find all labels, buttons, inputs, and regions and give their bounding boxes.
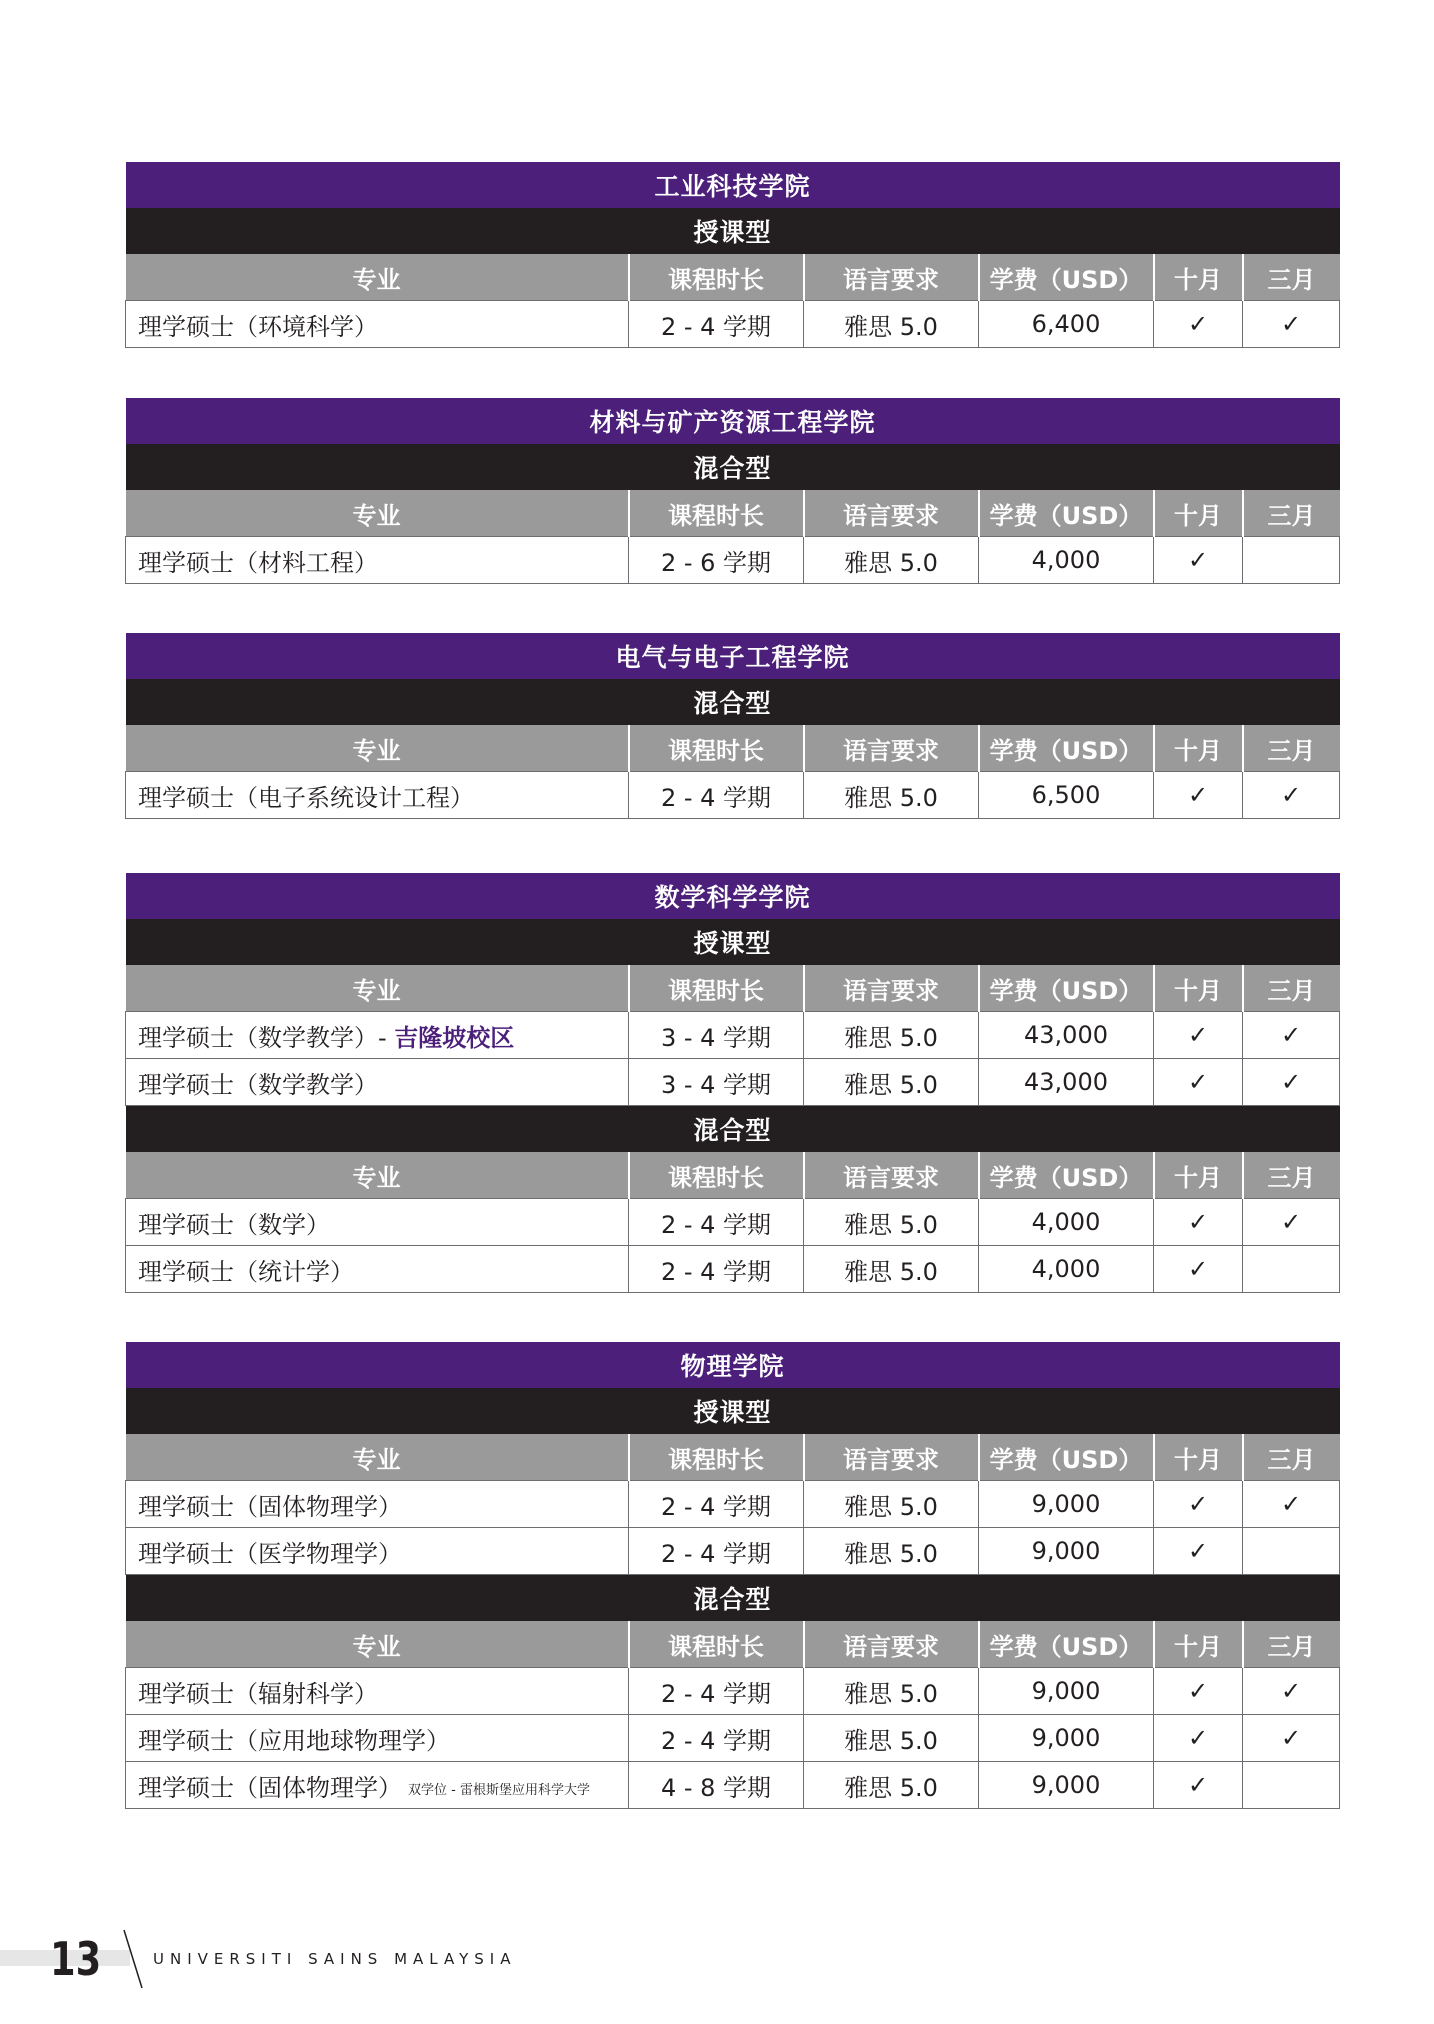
header-duration: 课程时长: [629, 1621, 804, 1668]
march-intake-cell: [1243, 772, 1340, 819]
fee-cell: 4,000: [979, 1246, 1154, 1293]
header-language: 语言要求: [804, 1621, 979, 1668]
faculty-title-row: [126, 162, 1340, 208]
program-cell: [126, 1246, 629, 1293]
program-name: 理学硕士（数学教学）-: [138, 1023, 395, 1052]
program-cell: [126, 537, 629, 584]
header-october: 十月: [1154, 725, 1243, 772]
study-mode-row: [126, 1388, 1340, 1434]
duration-cell: 3 - 4 学期: [629, 1012, 804, 1059]
study-mode-row: [126, 1575, 1340, 1622]
fee-cell: 6,500: [979, 772, 1154, 819]
checkmark-icon: ✓: [1187, 1537, 1209, 1565]
header-program: 专业: [126, 965, 629, 1012]
language-cell: 雅思 5.0: [804, 1199, 979, 1246]
language-cell: 雅思 5.0: [804, 537, 979, 584]
checkmark-icon: ✓: [1280, 1208, 1302, 1236]
fee-cell: 43,000: [979, 1012, 1154, 1059]
study-mode-row: [126, 444, 1340, 490]
duration-cell: 2 - 4 学期: [629, 1481, 804, 1528]
header-fee: 学费（USD）: [979, 725, 1154, 772]
october-intake-cell: [1154, 1059, 1243, 1106]
october-intake-cell: [1154, 1199, 1243, 1246]
column-header-row: [126, 725, 1340, 772]
table-row: [126, 1528, 1340, 1575]
program-cell: [126, 1199, 629, 1246]
duration-cell: 2 - 4 学期: [629, 1246, 804, 1293]
october-intake-cell: [1154, 1715, 1243, 1762]
header-october: 十月: [1154, 254, 1243, 301]
october-intake-cell: [1154, 537, 1243, 584]
header-fee: 学费（USD）: [979, 1621, 1154, 1668]
checkmark-icon: ✓: [1280, 1490, 1302, 1518]
duration-cell: 2 - 4 学期: [629, 772, 804, 819]
header-fee: 学费（USD）: [979, 1434, 1154, 1481]
october-intake-cell: [1154, 1481, 1243, 1528]
table-row: [126, 772, 1340, 819]
header-march: 三月: [1243, 1152, 1340, 1199]
header-language: 语言要求: [804, 725, 979, 772]
header-october: 十月: [1154, 965, 1243, 1012]
header-program: 专业: [126, 1152, 629, 1199]
table-row: [126, 537, 1340, 584]
checkmark-icon: ✓: [1187, 1677, 1209, 1705]
march-intake-cell: [1243, 1246, 1340, 1293]
faculty-title: 材料与矿产资源工程学院: [126, 398, 1340, 444]
language-cell: 雅思 5.0: [804, 1715, 979, 1762]
header-fee: 学费（USD）: [979, 254, 1154, 301]
table-row: [126, 1246, 1340, 1293]
checkmark-icon: ✓: [1187, 1490, 1209, 1518]
program-cell: [126, 1059, 629, 1106]
header-october: 十月: [1154, 490, 1243, 537]
march-intake-cell: [1243, 537, 1340, 584]
program-name: 理学硕士（材料工程）: [138, 548, 378, 577]
header-march: 三月: [1243, 254, 1340, 301]
checkmark-icon: ✓: [1280, 310, 1302, 338]
column-header-row: [126, 965, 1340, 1012]
duration-cell: 2 - 4 学期: [629, 1715, 804, 1762]
march-intake-cell: [1243, 1528, 1340, 1575]
header-duration: 课程时长: [629, 725, 804, 772]
program-name: 理学硕士（医学物理学）: [138, 1539, 402, 1568]
faculty-table: [125, 1342, 1340, 1809]
checkmark-icon: ✓: [1280, 1021, 1302, 1049]
header-fee: 学费（USD）: [979, 1152, 1154, 1199]
checkmark-icon: ✓: [1187, 546, 1209, 574]
language-cell: 雅思 5.0: [804, 1762, 979, 1809]
header-october: 十月: [1154, 1434, 1243, 1481]
study-mode-row: [126, 208, 1340, 254]
table-row: [126, 1762, 1340, 1809]
study-mode-label: 混合型: [126, 679, 1340, 725]
checkmark-icon: ✓: [1187, 781, 1209, 809]
program-name: 理学硕士（数学）: [138, 1210, 330, 1239]
march-intake-cell: [1243, 1668, 1340, 1715]
study-mode-label: 授课型: [126, 1388, 1340, 1434]
duration-cell: 4 - 8 学期: [629, 1762, 804, 1809]
footer-slash-divider: [122, 1928, 146, 1992]
header-duration: 课程时长: [629, 1152, 804, 1199]
language-cell: 雅思 5.0: [804, 301, 979, 348]
header-march: 三月: [1243, 1621, 1340, 1668]
march-intake-cell: [1243, 1715, 1340, 1762]
dual-degree-note: 双学位 - 雷根斯堡应用科学大学: [408, 1783, 590, 1798]
program-cell: [126, 1481, 629, 1528]
checkmark-icon: ✓: [1187, 1021, 1209, 1049]
table-row: [126, 1012, 1340, 1059]
program-cell: [126, 301, 629, 348]
checkmark-icon: ✓: [1187, 310, 1209, 338]
language-cell: 雅思 5.0: [804, 1012, 979, 1059]
checkmark-icon: ✓: [1187, 1208, 1209, 1236]
march-intake-cell: [1243, 1199, 1340, 1246]
column-header-row: [126, 1152, 1340, 1199]
fee-cell: 9,000: [979, 1762, 1154, 1809]
header-duration: 课程时长: [629, 1434, 804, 1481]
program-cell: [126, 772, 629, 819]
checkmark-icon: ✓: [1280, 1724, 1302, 1752]
program-cell: [126, 1012, 629, 1059]
program-name: 理学硕士（应用地球物理学）: [138, 1726, 450, 1755]
study-mode-label: 混合型: [126, 1106, 1340, 1153]
header-duration: 课程时长: [629, 965, 804, 1012]
checkmark-icon: ✓: [1187, 1724, 1209, 1752]
program-name: 理学硕士（固体物理学）: [138, 1773, 402, 1802]
study-mode-label: 混合型: [126, 1575, 1340, 1622]
header-program: 专业: [126, 1621, 629, 1668]
fee-cell: 43,000: [979, 1059, 1154, 1106]
footer-university-name: UNIVERSITI SAINS MALAYSIA: [153, 1950, 517, 1968]
faculty-title-row: [126, 873, 1340, 919]
checkmark-icon: ✓: [1280, 1068, 1302, 1096]
program-name: 理学硕士（固体物理学）: [138, 1492, 402, 1521]
column-header-row: [126, 1621, 1340, 1668]
program-name: 理学硕士（电子系统设计工程）: [138, 783, 474, 812]
table-row: [126, 1199, 1340, 1246]
language-cell: 雅思 5.0: [804, 772, 979, 819]
header-duration: 课程时长: [629, 254, 804, 301]
faculty-title-row: [126, 398, 1340, 444]
header-fee: 学费（USD）: [979, 490, 1154, 537]
campus-label: 吉隆坡校区: [394, 1023, 515, 1052]
program-cell: [126, 1668, 629, 1715]
faculty-table: [125, 873, 1340, 1293]
program-name: 理学硕士（数学教学）: [138, 1070, 378, 1099]
program-name: 理学硕士（统计学）: [138, 1257, 354, 1286]
faculty-table: [125, 398, 1340, 584]
october-intake-cell: [1154, 1668, 1243, 1715]
study-mode-row: [126, 1106, 1340, 1153]
header-program: 专业: [126, 1434, 629, 1481]
table-row: [126, 301, 1340, 348]
fee-cell: 9,000: [979, 1715, 1154, 1762]
column-header-row: [126, 254, 1340, 301]
header-march: 三月: [1243, 1434, 1340, 1481]
study-mode-label: 授课型: [126, 208, 1340, 254]
header-fee: 学费（USD）: [979, 965, 1154, 1012]
fee-cell: 4,000: [979, 537, 1154, 584]
table-row: [126, 1668, 1340, 1715]
march-intake-cell: [1243, 1762, 1340, 1809]
october-intake-cell: [1154, 301, 1243, 348]
march-intake-cell: [1243, 301, 1340, 348]
october-intake-cell: [1154, 1762, 1243, 1809]
header-program: 专业: [126, 254, 629, 301]
october-intake-cell: [1154, 772, 1243, 819]
march-intake-cell: [1243, 1012, 1340, 1059]
checkmark-icon: ✓: [1187, 1255, 1209, 1283]
october-intake-cell: [1154, 1528, 1243, 1575]
header-language: 语言要求: [804, 1434, 979, 1481]
faculty-title: 电气与电子工程学院: [126, 633, 1340, 679]
page-number: 13: [50, 1932, 102, 1986]
checkmark-icon: ✓: [1187, 1068, 1209, 1096]
duration-cell: 3 - 4 学期: [629, 1059, 804, 1106]
faculty-table: [125, 162, 1340, 348]
fee-cell: 6,400: [979, 301, 1154, 348]
study-mode-label: 授课型: [126, 919, 1340, 965]
language-cell: 雅思 5.0: [804, 1246, 979, 1293]
table-row: [126, 1481, 1340, 1528]
faculty-title: 数学科学学院: [126, 873, 1340, 919]
checkmark-icon: ✓: [1280, 1677, 1302, 1705]
program-name: 理学硕士（环境科学）: [138, 312, 378, 341]
header-language: 语言要求: [804, 1152, 979, 1199]
language-cell: 雅思 5.0: [804, 1059, 979, 1106]
header-duration: 课程时长: [629, 490, 804, 537]
study-mode-row: [126, 919, 1340, 965]
fee-cell: 9,000: [979, 1528, 1154, 1575]
header-october: 十月: [1154, 1621, 1243, 1668]
header-program: 专业: [126, 490, 629, 537]
duration-cell: 2 - 4 学期: [629, 1528, 804, 1575]
checkmark-icon: ✓: [1280, 781, 1302, 809]
duration-cell: 2 - 6 学期: [629, 537, 804, 584]
study-mode-label: 混合型: [126, 444, 1340, 490]
study-mode-row: [126, 679, 1340, 725]
fee-cell: 4,000: [979, 1199, 1154, 1246]
march-intake-cell: [1243, 1059, 1340, 1106]
header-language: 语言要求: [804, 254, 979, 301]
header-march: 三月: [1243, 490, 1340, 537]
header-march: 三月: [1243, 965, 1340, 1012]
program-cell: [126, 1715, 629, 1762]
header-march: 三月: [1243, 725, 1340, 772]
program-cell: [126, 1528, 629, 1575]
october-intake-cell: [1154, 1246, 1243, 1293]
program-name: 理学硕士（辐射科学）: [138, 1679, 378, 1708]
duration-cell: 2 - 4 学期: [629, 301, 804, 348]
fee-cell: 9,000: [979, 1481, 1154, 1528]
fee-cell: 9,000: [979, 1668, 1154, 1715]
march-intake-cell: [1243, 1481, 1340, 1528]
table-row: [126, 1059, 1340, 1106]
faculty-title: 物理学院: [126, 1342, 1340, 1388]
table-row: [126, 1715, 1340, 1762]
header-program: 专业: [126, 725, 629, 772]
language-cell: 雅思 5.0: [804, 1528, 979, 1575]
column-header-row: [126, 1434, 1340, 1481]
header-language: 语言要求: [804, 490, 979, 537]
faculty-title: 工业科技学院: [126, 162, 1340, 208]
duration-cell: 2 - 4 学期: [629, 1668, 804, 1715]
program-cell: [126, 1762, 629, 1809]
column-header-row: [126, 490, 1340, 537]
faculty-title-row: [126, 633, 1340, 679]
october-intake-cell: [1154, 1012, 1243, 1059]
faculty-table: [125, 633, 1340, 819]
faculty-title-row: [126, 1342, 1340, 1388]
header-october: 十月: [1154, 1152, 1243, 1199]
duration-cell: 2 - 4 学期: [629, 1199, 804, 1246]
language-cell: 雅思 5.0: [804, 1668, 979, 1715]
language-cell: 雅思 5.0: [804, 1481, 979, 1528]
checkmark-icon: ✓: [1187, 1771, 1209, 1799]
header-language: 语言要求: [804, 965, 979, 1012]
